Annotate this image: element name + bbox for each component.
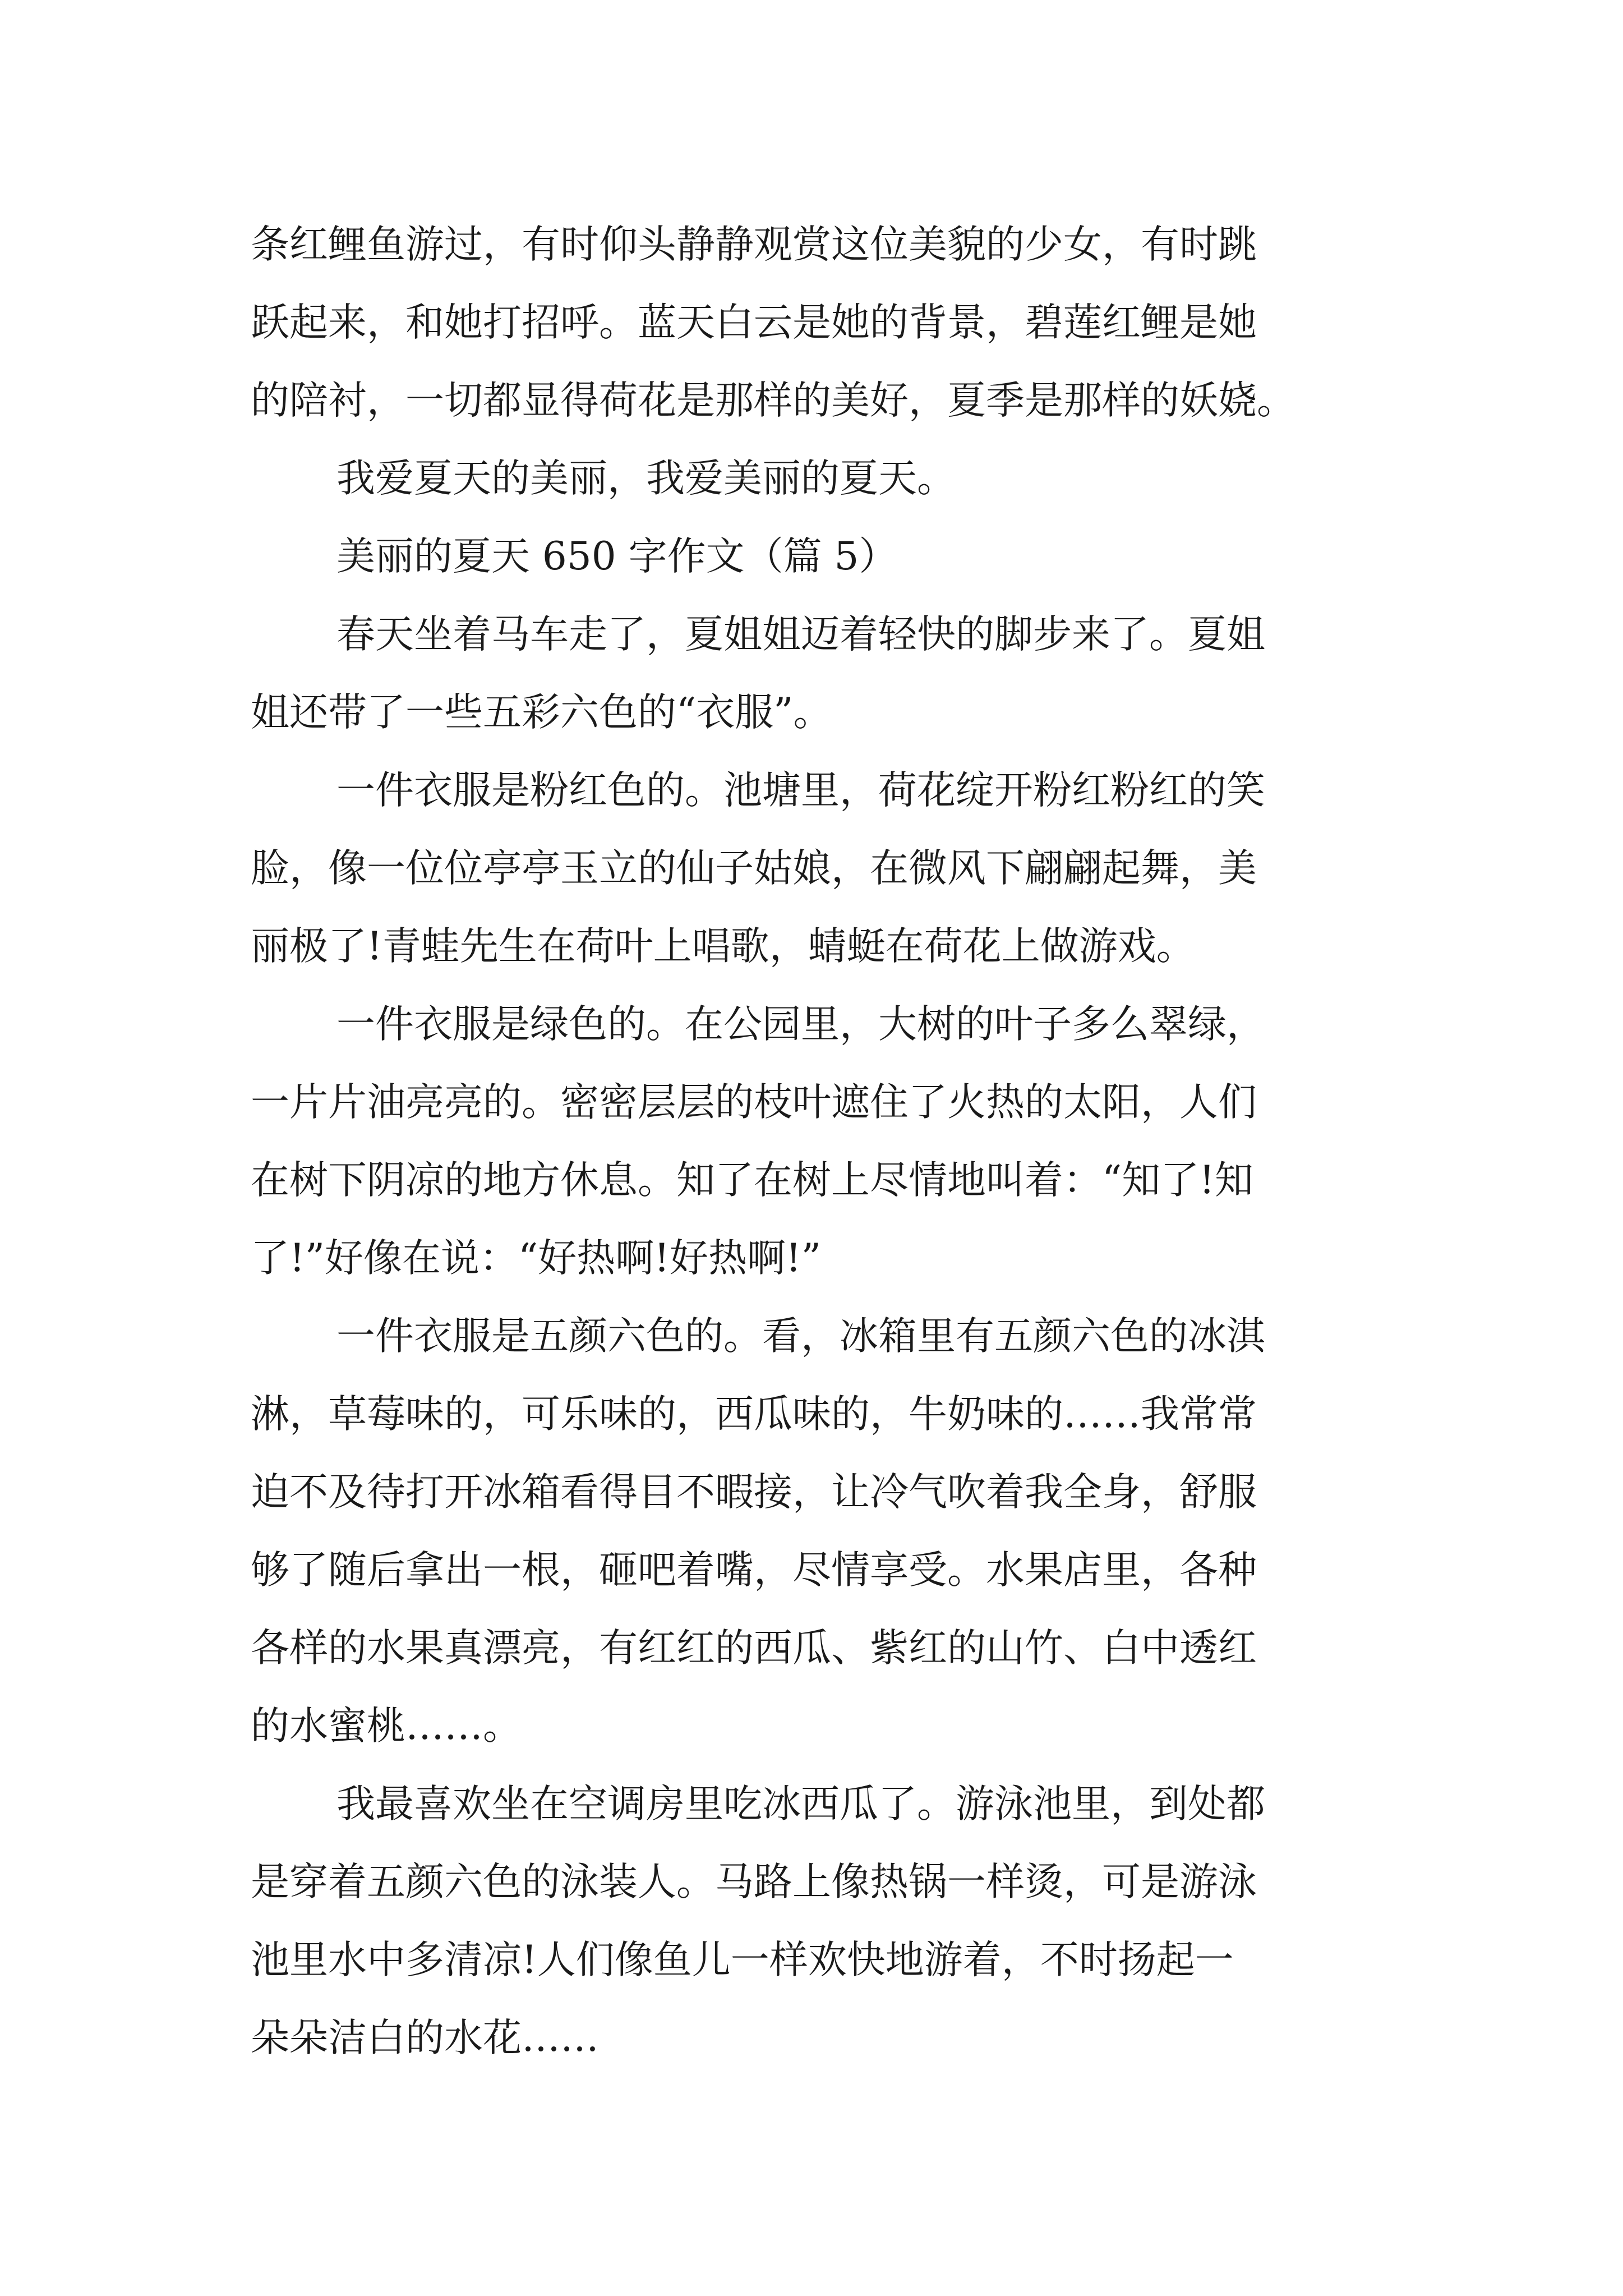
text-line: 了!”好像在说：“好热啊!好热啊!” [251, 1236, 822, 1281]
text-line: 淋，草莓味的，可乐味的，西瓜味的，牛奶味的……我常常 [251, 1392, 1257, 1437]
text-line: 够了随后拿出一根，砸吧着嘴，尽情享受。水果店里，各种 [251, 1548, 1257, 1593]
text-line: 各样的水果真漂亮，有红红的西瓜、紫红的山竹、白中透红 [251, 1626, 1257, 1671]
text-line: 一件衣服是粉红色的。池塘里，荷花绽开粉红粉红的笑 [336, 768, 1265, 813]
text-line: 一件衣服是绿色的。在公园里，大树的叶子多么翠绿， [336, 1002, 1265, 1047]
text-line: 的陪衬，一切都显得荷花是那样的美好，夏季是那样的妖娆。 [251, 378, 1295, 423]
text-line: 条红鲤鱼游过，有时仰头静静观赏这位美貌的少女，有时跳 [251, 222, 1257, 267]
text-line: 脸，像一位位亭亭玉立的仙子姑娘，在微风下翩翩起舞，美 [251, 846, 1257, 891]
text-line: 池里水中多清凉!人们像鱼儿一样欢快地游着，不时扬起一 [251, 1938, 1234, 1982]
text-line: 我爱夏天的美丽，我爱美丽的夏天。 [336, 456, 956, 501]
text-line: 在树下阴凉的地方休息。知了在树上尽情地叫着：“知了!知 [251, 1158, 1254, 1203]
text-line: 跃起来，和她打招呼。蓝天白云是她的背景，碧莲红鲤是她 [251, 300, 1257, 345]
text-line: 丽极了!青蛙先生在荷叶上唱歌，蜻蜓在荷花上做游戏。 [251, 924, 1195, 969]
text-line: 迫不及待打开冰箱看得目不暇接，让冷气吹着我全身，舒服 [251, 1470, 1257, 1515]
text-line: 春天坐着马车走了，夏姐姐迈着轻快的脚步来了。夏姐 [336, 612, 1265, 657]
text-line: 的水蜜桃……。 [251, 1704, 522, 1749]
section-heading: 美丽的夏天 650 字作文（篇 5） [336, 534, 898, 579]
text-line: 一片片油亮亮的。密密层层的枝叶遮住了火热的太阳，人们 [251, 1080, 1257, 1125]
text-line: 一件衣服是五颜六色的。看，冰箱里有五颜六色的冰淇 [336, 1314, 1265, 1359]
text-line: 我最喜欢坐在空调房里吃冰西瓜了。游泳池里，到处都 [336, 1782, 1265, 1826]
text-line: 是穿着五颜六色的泳装人。马路上像热锅一样烫，可是游泳 [251, 1860, 1257, 1904]
text-line: 姐还带了一些五彩六色的“衣服”。 [251, 690, 832, 735]
text-line: 朵朵洁白的水花…… [251, 2016, 599, 2060]
